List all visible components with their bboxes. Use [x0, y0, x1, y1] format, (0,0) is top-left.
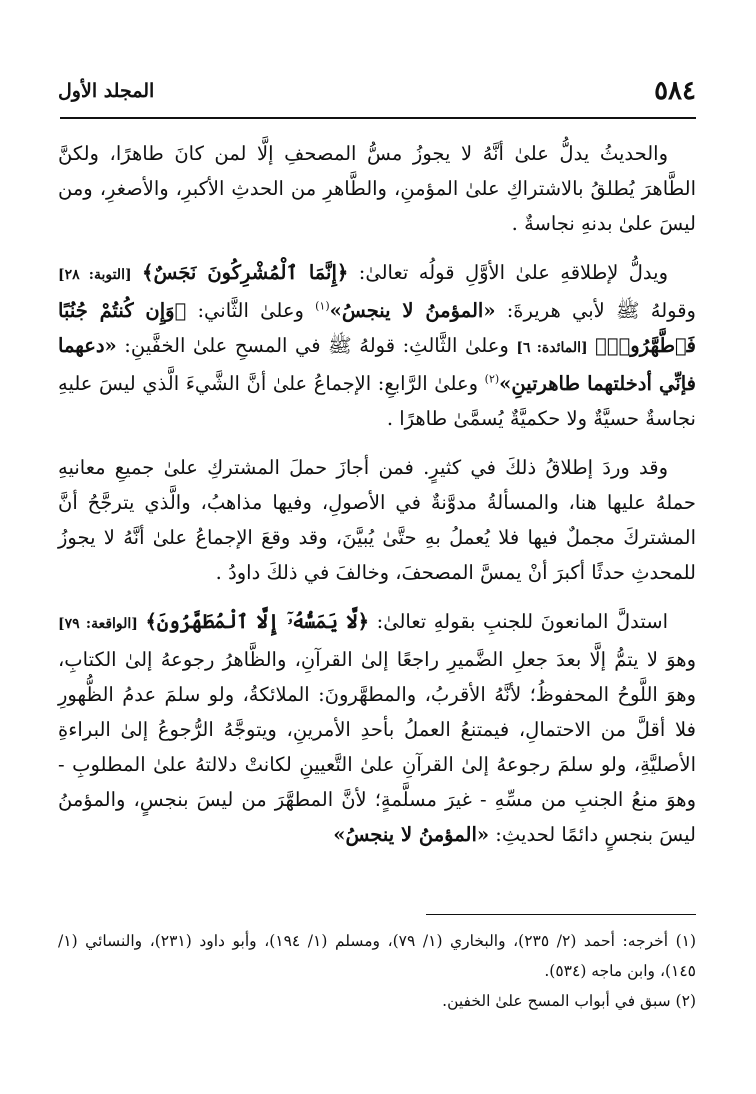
- footnote-marker[interactable]: (١): [315, 299, 330, 313]
- footnote-2: (٢) سبق في أبواب المسح علىٰ الخفين.: [442, 992, 696, 1010]
- header-rule: [60, 117, 696, 119]
- paragraph-2: [58, 255, 696, 436]
- verse-reference: [المائدة: ٦]: [516, 340, 588, 356]
- paragraph-3: وقد وردَ إطلاقُ ذلكَ في كثيرٍ. فمن أجازَ حملَ المشتركِ علىٰ جميعِ معانيهِ حملهُ عليها هنا، والمسألةُ مدوَّنةٌ في الأصولِ، وفيها مذاهبُ، والَّذي يترجَّحُ أنَّ المشتركَ مجملٌ فيها فلا يُعملُ بهِ حتَّىٰ يُبيَّنَ، وقد وقعَ الإجماعُ علىٰ أنَّهُ لا يجوزُ للمحدثِ حدثًا أكبرَ أنْ يمسَّ المصحفَ، وخالفَ في ذلكَ داودُ .: [58, 456, 696, 584]
- quran-verse: ﴿لَّا يَمَسُّهُۥٓ إِلَّا ٱلْمُطَهَّرُونَ﴾: [145, 610, 370, 633]
- text-segment: وهوَ لا يتمُّ إلَّا بعدَ جعلِ الضَّميرِ راجعًا إلىٰ القرآنِ، والظَّاهرُ رجوعهُ إلىٰ الكتابِ، وهوَ اللَّوحُ المحفوظُ؛ لأنَّهُ الأقربُ، والمطهَّرونَ: الملائكةُ، ولو سلمَ عدمُ الظُّهورِ فلا أقلَّ من الاحتمالِ، فيمتنعُ العملُ بأحدِ الأمرينِ، ويتوجَّهُ الرُّجوعُ إلىٰ البراءةِ الأصليَّةِ، ولو سلمَ رجوعهُ إلىٰ القرآنِ علىٰ التَّعيينِ لكانتْ دلالتهُ علىٰ المطلوبِ - وهوَ منعُ الجنبِ من مسِّهِ - غيرَ مسلَّمةٍ؛ لأنَّ المطهَّرَ من ليسَ بنجسٍ، والمؤمنُ ليسَ بنجسٍ دائمًا لحديثِ:: [58, 648, 696, 846]
- text-segment: وقولهُ ﷺ لأبي هريرةَ:: [506, 299, 696, 322]
- paragraph-4: [58, 604, 696, 852]
- main-text: [58, 136, 696, 852]
- page-header: [58, 70, 696, 110]
- hadith-quote: «دعهما فإنِّي أدخلتهما طاهرتينِ»: [58, 334, 696, 395]
- footnotes: [58, 926, 696, 1016]
- quran-verse: ﴿وَإِن كُنتُمْ جُنُبًا فَٱطَّهَّرُوا۟﴾: [58, 299, 696, 357]
- paragraph-1: والحديثُ يدلُّ علىٰ أنَّهُ لا يجوزُ مسُّ المصحفِ إلَّا لمن كانَ طاهرًا، ولكنَّ الطَّاهرَ يُطلقُ بالاشتراكِ علىٰ المؤمنِ، والطَّاهرِ من الحدثِ الأكبرِ، والأصغرِ، ومن ليسَ علىٰ بدنهِ نجاسةٌ .: [58, 142, 696, 235]
- verse-reference: [التوبة: ٢٨]: [58, 267, 132, 283]
- verse-reference: [الواقعة: ٧٩]: [58, 616, 138, 632]
- running-title: المجلد الأول: [58, 80, 155, 102]
- footnote-1: (١) أخرجه: أحمد (٢/ ٢٣٥)، والبخاري (١/ ٧٩)، ومسلم (١/ ١٩٤)، وأبو داود (٢٣١)، والنسائي (١/ ١٤٥)، وابن ماجه (٥٣٤).: [58, 932, 697, 980]
- hadith-quote: «المؤمنُ لا ينجسُ»: [329, 299, 496, 322]
- hadith-quote: «المؤمنُ لا ينجسُ»: [333, 823, 490, 846]
- footnote-marker[interactable]: (٢): [484, 372, 500, 386]
- page-number: ٥٨٤: [654, 76, 696, 106]
- text-segment: ويدلُّ لإطلاقهِ علىٰ الأوَّلِ قولُه تعالىٰ:: [358, 261, 669, 284]
- text-segment: وعلىٰ الرَّابعِ: الإجماعُ علىٰ أنَّ الشَّيءَ الَّذي ليسَ عليهِ نجاسةٌ حسيَّةٌ ولا حكميَّةٌ يُسمَّىٰ طاهرًا .: [58, 372, 696, 430]
- footnote-rule: [426, 914, 696, 915]
- text-segment: استدلَّ المانعونَ للجنبِ بقولهِ تعالىٰ:: [376, 610, 669, 633]
- text-segment: وعلىٰ الثَّالثِ: قولهُ ﷺ في المسحِ علىٰ الخفَّينِ:: [124, 334, 509, 357]
- text-segment: وعلىٰ الثَّاني:: [197, 299, 304, 322]
- quran-verse: ﴿إِنَّمَا ٱلْمُشْرِكُونَ نَجَسٌ﴾: [142, 261, 349, 284]
